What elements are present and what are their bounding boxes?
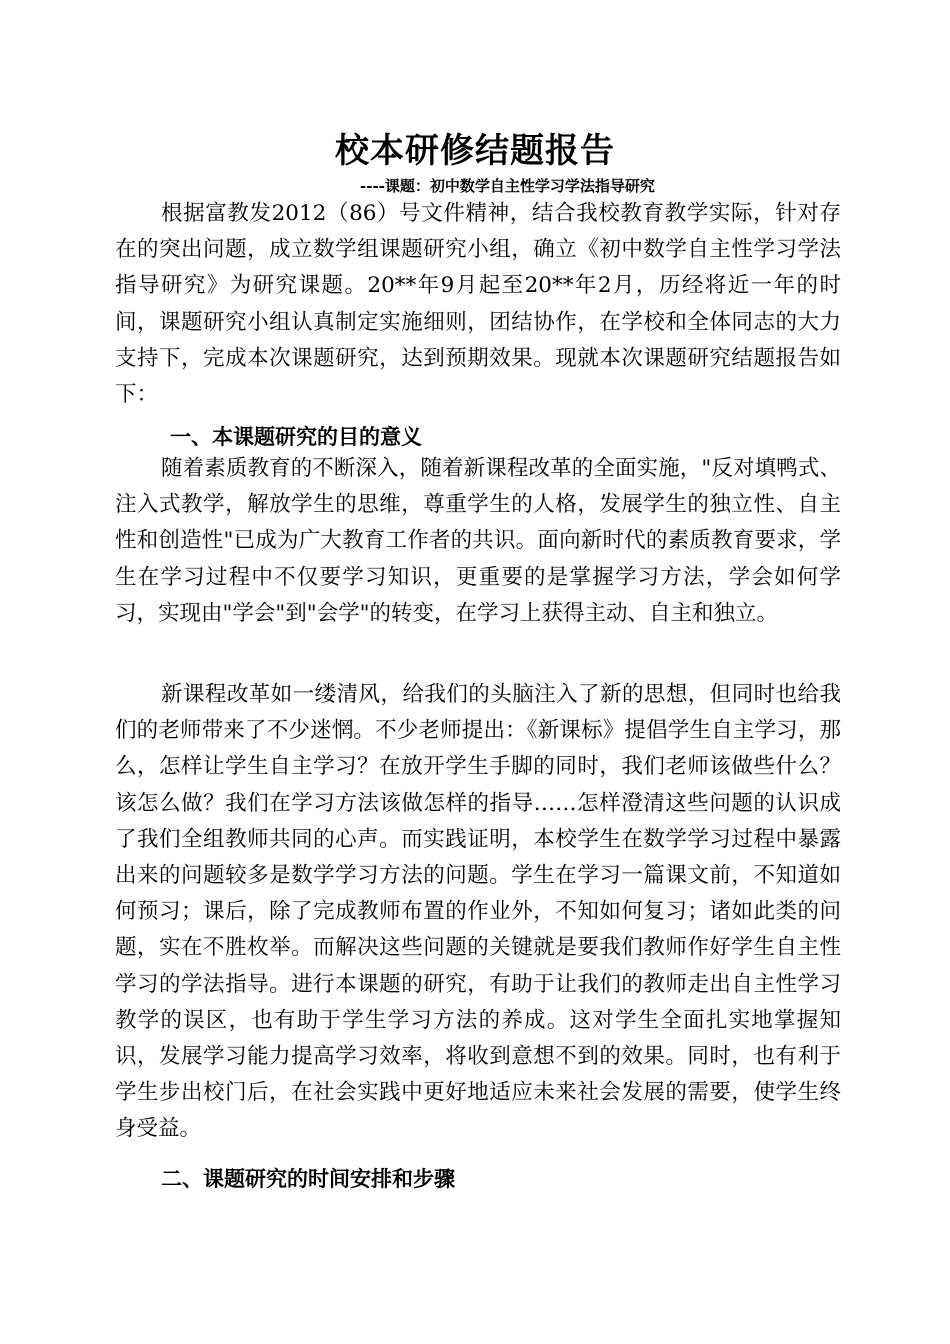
document-title: 校本研修结题报告 xyxy=(335,131,615,171)
section1-heading: 一、本课题研究的目的意义 xyxy=(170,424,422,449)
section2-heading: 二、课题研究的时间安排和步骤 xyxy=(161,1166,455,1191)
section1-paragraph-2: 新课程改革如一缕清风，给我们的头脑注入了新的思想，但同时也给我们的老师带来了不少迷惘。不少老师提出：《新课标》提倡学生自主学习，那么，怎样让学生自主学习？在放开学生手脚的同时，我们老师该做些什么？该怎么做？我们在学习方法该做怎样的指导……怎样澄清这些问题的认识成了我们全组教师共同的心声。而实践证明，本校学生在数学学习过程中暴露出来的问题较多是数学学习方法的问题。学生在学习一篇课文前，不知道如何预习；课后，除了完成教师布置的作业外，不知如何复习；诸如此类的问题，实在不胜枚举。而解决这些问题的关键就是要我们教师作好学生自主性学习的学法指导。进行本课题的研究，有助于让我们的教师走出自主性学习教学的误区，也有助于学生学习方法的养成。这对学生全面扎实地掌握知识，发展学习能力提高学习效率，将收到意想不到的效果。同时，也有利于学生步出校门后，在社会实践中更好地适应未来社会发展的需要，使学生终身受益。 xyxy=(115,682,841,1142)
intro-paragraph: 根据富教发2012（86）号文件精神，结合我校教育教学实际，针对存在的突出问题，成立数学组课题研究小组，确立《初中数学自主性学习学法指导研究》为研究课题。20**年9月起至20**年2月，历经将近一年的时间，课题研究小组认真制定实施细则，团结协作，在学校和全体同志的大力支持下，完成本次课题研究，达到预期效果。现就本次课题研究结题报告如下： xyxy=(115,201,841,408)
section1-paragraph-1: 随着素质教育的不断深入，随着新课程改革的全面实施，"反对填鸭式、注入式教学，解放学生的思维，尊重学生的人格，发展学生的独立性、自主性和创造性"已成为广大教育工作者的共识。面向新时代的素质教育要求，学生在学习过程中不仅要学习知识，更重要的是掌握学习方法，学会如何学习，实现由"学会"到"会学"的转变，在学习上获得主动、自主和独立。 xyxy=(115,456,841,626)
document-subtitle: ----课题：初中数学自主性学习学法指导研究 xyxy=(360,177,655,195)
